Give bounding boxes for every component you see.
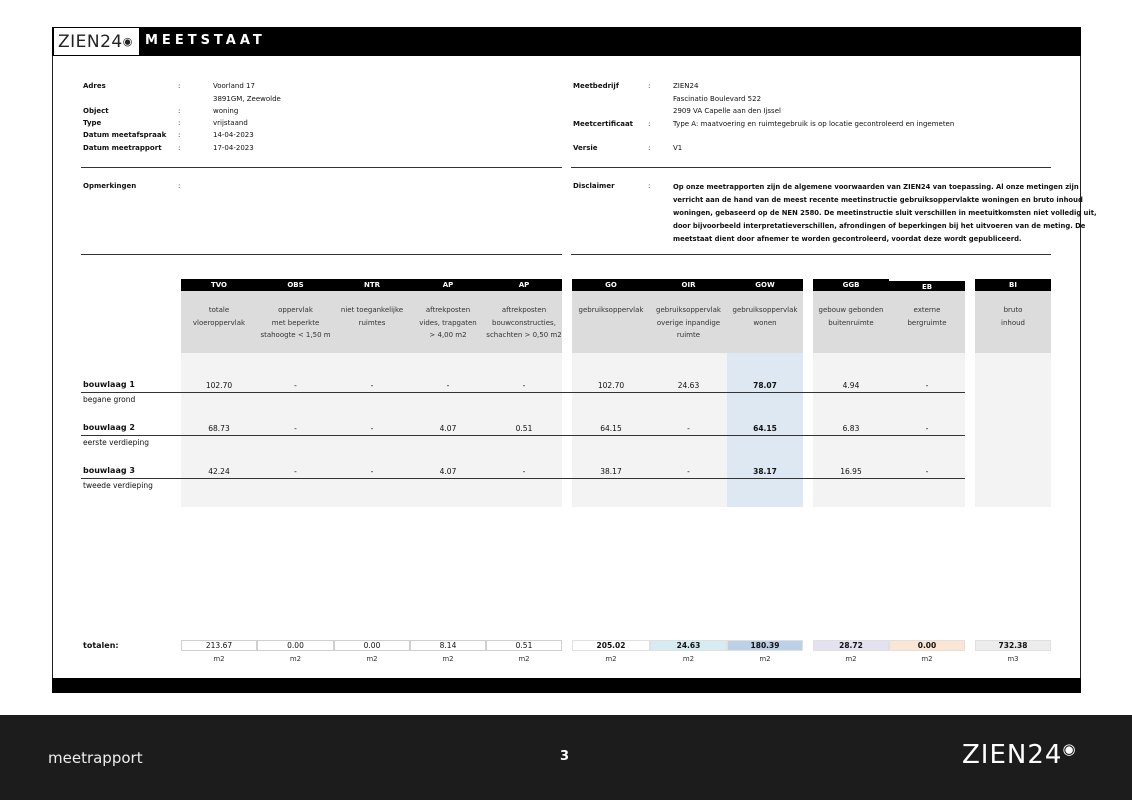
cell-value: - [370,467,374,476]
total-unit: m2 [845,655,857,663]
camera-icon: ◉ [1062,740,1077,758]
column-header: OIR [650,279,727,291]
row-divider [81,392,965,393]
cell-value: - [925,424,929,433]
label-object: Object [83,107,109,115]
cell-value: - [294,467,297,476]
disclaimer-line: meetstaat dient door afnemer te worden gecontroleerd, voordat deze wordt gepubliceerd. [673,235,1022,243]
column-description-bg [572,291,650,353]
total-unit: m2 [442,655,454,663]
cell-value: 102.70 [205,381,233,390]
column-description: niet toegankelijke [340,306,404,314]
bottom-bar [52,678,1081,693]
cell-value: - [294,424,297,433]
sep: : [648,144,651,152]
column-description: bouwconstructies, [492,318,556,327]
column-header: BI [975,279,1051,291]
sep: : [178,182,181,190]
cell-value: - [687,467,690,476]
sep: : [178,107,181,115]
sep: : [178,82,181,90]
label-meetcertificaat: Meetcertificaat [573,120,634,128]
value-object: woning [213,107,239,115]
column-description: ruimte [676,331,701,339]
label-versie: Versie [573,144,598,152]
row-label: bouwlaag 1 [83,380,135,389]
column-description: bergruimte [907,318,947,327]
cell-value: 0.51 [515,424,533,433]
cell-value: 102.70 [597,381,625,390]
label-meetbedrijf: Meetbedrijf [573,82,619,90]
total-value: 24.63 [650,640,727,651]
footer-logo: ZIEN24◉ [962,740,1077,770]
row-label: bouwlaag 3 [83,466,135,475]
column-header: AP [486,279,562,291]
cell-value: - [370,424,374,433]
cell-value: 38.17 [600,467,622,476]
total-unit: m2 [518,655,530,663]
column-data-bg [975,353,1051,507]
cell-value: - [687,424,690,433]
total-unit: m3 [1007,655,1019,663]
row-sublabel: begane grond [83,395,136,404]
sep: : [178,144,181,152]
column-description: oppervlak [278,306,313,314]
row-divider [81,478,965,479]
column-header: NTR [334,279,410,291]
disclaimer-line: door bijvoorbeeld interpretatieverschillen, afrondingen of beperkingen bij het uitvoeren van de meting. De [673,222,1086,230]
column-header: OBS [257,279,334,291]
label-datum-meetrapport: Datum meetrapport [83,144,162,152]
total-value: 205.02 [572,640,650,651]
cell-value: - [925,467,929,476]
label-adres: Adres [83,82,106,90]
column-description: inhoud [1001,318,1025,327]
cell-value: 4.07 [439,467,457,476]
column-description: met beperkte [271,318,320,327]
cell-value: 64.15 [753,424,777,433]
cell-value: 24.63 [677,381,700,390]
value-meetcertificaat: Type A: maatvoering en ruimtegebruik is op locatie gecontroleerd en ingemeten [673,120,955,128]
sep: : [648,182,651,190]
page-title: MEETSTAAT [145,33,266,48]
column-description: wonen [753,318,777,327]
column-header: EB [889,281,965,293]
column-description: totale [208,306,230,314]
label-datum-meetafspraak: Datum meetafspraak [83,131,167,139]
value-meetbedrijf: ZIEN24 [673,82,699,90]
column-header: GGB [813,279,889,291]
total-value: 0.00 [257,640,334,651]
value-meetbedrijf-city: 2909 VA Capelle aan den Ijssel [673,107,781,115]
cell-value: - [370,381,374,390]
total-unit: m2 [289,655,302,663]
value-datum-meetrapport: 17-04-2023 [213,144,254,152]
total-unit: m2 [213,655,225,663]
sep: : [648,82,651,90]
sep: : [178,131,181,139]
disclaimer-line: verricht aan de hand van de meest recente meetinstructie gebruiksoppervlakte woningen en bruto inhoud [673,196,1083,204]
row-sublabel: tweede verdieping [83,481,153,490]
column-description: schachten > 0,50 m2 [486,331,562,339]
cell-value: 42.24 [208,467,230,476]
cell-value: - [446,381,450,390]
cell-value: 38.17 [753,467,777,476]
total-value: 0.00 [889,640,965,651]
column-description: gebruiksoppervlak [656,306,721,314]
column-description: gebruiksoppervlak [578,306,644,314]
cell-value: - [522,467,526,476]
value-adres: Voorland 17 [213,82,255,90]
cell-value: 6.83 [842,424,860,433]
row-sublabel: eerste verdieping [83,438,149,447]
column-header: AP [410,279,486,291]
column-description: ruimtes [358,318,386,327]
disclaimer-line: Op onze meetrapporten zijn de algemene voorwaarden van ZIEN24 van toepassing. Al onze metingen zijn [673,183,1079,191]
cell-value: 68.73 [208,424,230,433]
column-description: bruto [1003,306,1023,314]
camera-icon: ◉ [122,35,133,48]
total-unit: m2 [605,655,617,663]
disclaimer-line: woningen, gebaseerd op de NEN 2580. De meetinstructie sluit verschillen in meetuitkomsten niet volledig uit, [673,209,1097,217]
page-number: 3 [560,749,570,764]
column-description: vides, trapgaten [419,318,477,327]
column-description: > 4,00 m2 [429,331,467,339]
cell-value: - [522,381,526,390]
column-description: vloeroppervlak [192,318,246,327]
label-opmerkingen: Opmerkingen [83,182,137,190]
label-type: Type [83,119,102,127]
value-meetbedrijf-address: Fascinatio Boulevard 522 [673,95,762,103]
total-unit: m2 [366,655,378,663]
cell-value: 78.07 [753,381,777,390]
totals-label: totalen: [83,641,119,650]
total-unit: m2 [682,655,695,663]
footer-title: meetrapport [48,749,143,767]
column-description: externe [913,306,941,314]
total-value: 8.14 [410,640,486,651]
label-disclaimer: Disclaimer [573,182,615,190]
column-description: gebruiksoppervlak [732,306,798,314]
value-postcode: 3891GM, Zeewolde [213,95,281,103]
cell-value: 4.07 [439,424,457,433]
column-description: buitenruimte [828,318,874,327]
total-value: 28.72 [813,640,889,651]
cell-value: 64.15 [600,424,622,433]
column-header: GOW [727,279,803,291]
cell-value: 16.95 [840,467,862,476]
column-description: aftrekposten [425,306,471,314]
total-value: 213.67 [181,640,257,651]
total-value: 180.39 [727,640,803,651]
value-versie: V1 [673,144,683,152]
row-label: bouwlaag 2 [83,423,135,432]
column-description: stahoogte < 1,50 m [260,331,331,339]
total-value: 732.38 [975,640,1051,651]
cell-value: - [925,381,929,390]
total-unit: m2 [759,655,771,663]
column-description: overige inpandige [656,318,721,327]
value-type: vrijstaand [213,119,248,127]
cell-value: 4.94 [842,381,860,390]
row-divider [81,435,965,436]
value-datum-meetafspraak: 14-04-2023 [213,131,254,139]
header-logo: ZIEN24◉ [58,32,133,52]
column-header: GO [572,279,650,291]
sep: : [178,119,181,127]
column-description: gebouw gebonden [818,306,884,314]
cell-value: - [294,381,297,390]
column-header: TVO [181,279,257,291]
total-value: 0.00 [334,640,410,651]
total-value: 0.51 [486,640,562,651]
column-description: aftrekposten [501,306,547,314]
total-unit: m2 [921,655,933,663]
sep: : [648,120,651,128]
